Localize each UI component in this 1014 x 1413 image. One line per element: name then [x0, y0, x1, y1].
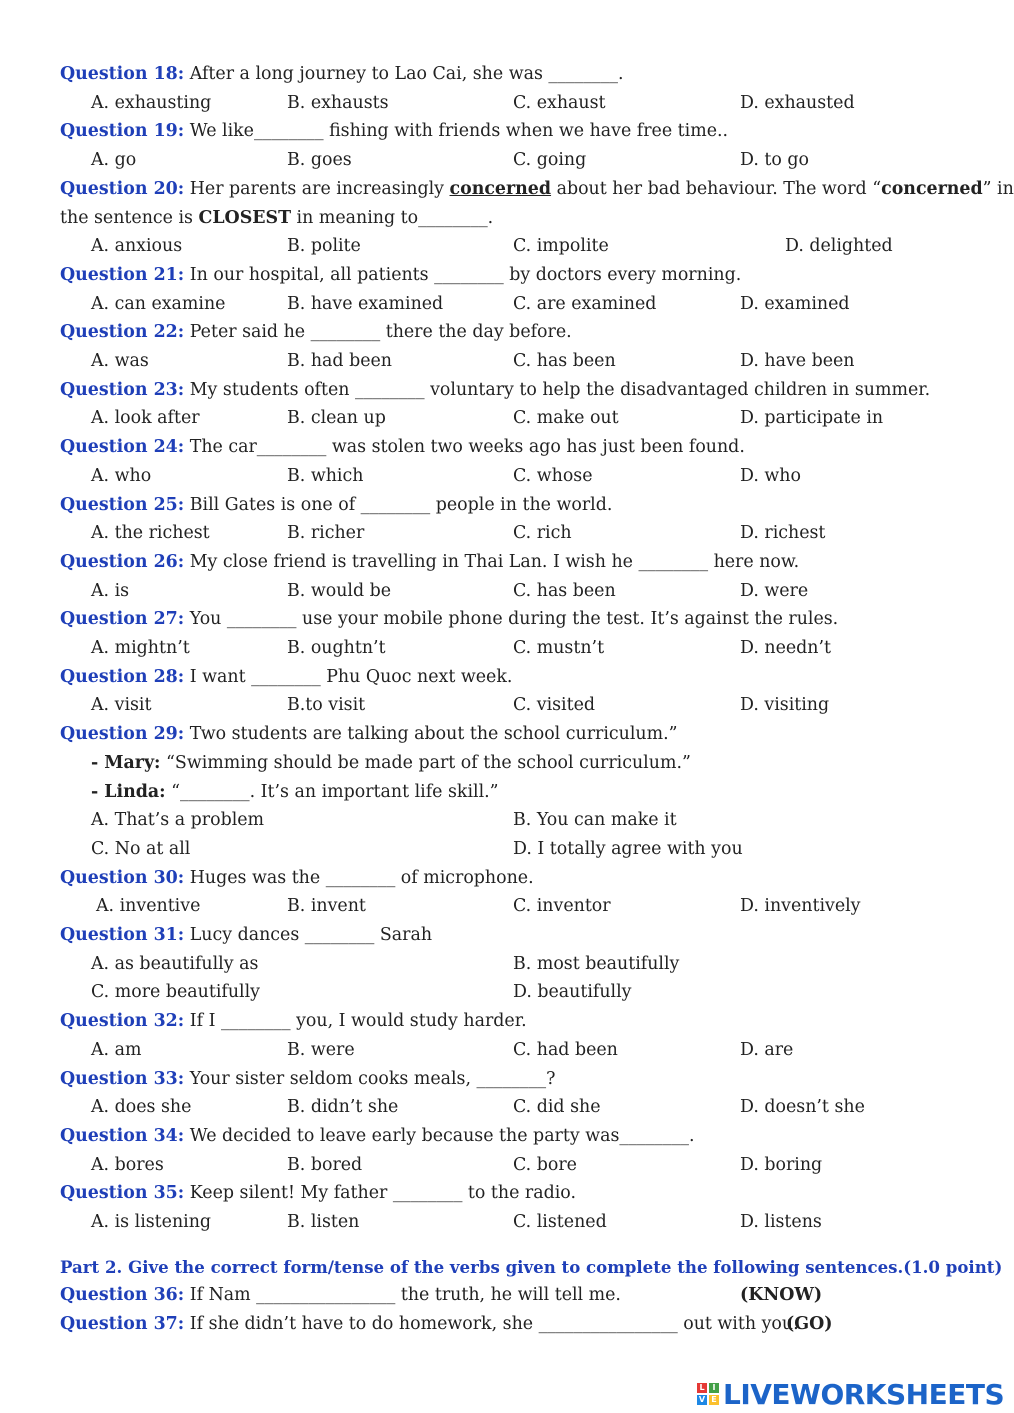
question-text: Her parents are increasingly: [184, 178, 450, 199]
question-27-option-b[interactable]: B. oughtn’t: [287, 638, 386, 658]
question-text: Keep silent! My father ________ to the radio.: [184, 1183, 577, 1204]
question-28-option-a[interactable]: A. visit: [91, 695, 152, 716]
question-23-option-d[interactable]: D. participate in: [740, 408, 884, 429]
question-number: Question 28:: [60, 666, 185, 687]
question-31-option-a[interactable]: A. as beautifully as: [91, 953, 259, 974]
question-text: You ________ use your mobile phone during the test. It’s against the rules.: [184, 609, 839, 630]
question-23-option-b[interactable]: B. clean up: [287, 408, 386, 429]
question-number: Question 27:: [60, 609, 185, 630]
question-26-option-a[interactable]: A. is: [91, 580, 130, 601]
question-23-option-a[interactable]: A. look after: [91, 408, 200, 429]
question-21-option-c[interactable]: C. are examined: [513, 293, 657, 314]
dialogue-linda-text: “________. It’s an important life skill.”: [165, 781, 499, 802]
question-24-option-b[interactable]: B. which: [287, 465, 364, 486]
question-number: Question 35:: [60, 1183, 185, 1204]
dialogue-linda: [91, 780, 499, 804]
question-21-option-a[interactable]: A. can examine: [91, 293, 226, 314]
question-text: If Nam ________________ the truth, he will tell me.: [184, 1285, 621, 1306]
question-text: We like________ fishing with friends when we have free time..: [184, 121, 729, 142]
question-19-option-c[interactable]: C. going: [513, 150, 587, 171]
question-27-option-d[interactable]: D. needn’t: [740, 638, 832, 658]
question-18-stem: [60, 62, 624, 86]
question-text: My students often ________ voluntary to help the disadvantaged children in summer.: [184, 379, 931, 400]
question-35-option-d[interactable]: D. listens: [740, 1212, 822, 1232]
question-text: Your sister seldom cooks meals, ________?: [184, 1068, 556, 1089]
question-36-stem: [60, 1283, 621, 1307]
question-29-option-b[interactable]: B. You can make it: [513, 810, 677, 831]
question-37-stem: [60, 1312, 799, 1336]
question-number: Question 33:: [60, 1068, 185, 1089]
question-number: Question 25:: [60, 494, 185, 515]
question-26-stem: [60, 550, 799, 574]
logo-badge-cell: V: [698, 1395, 706, 1404]
question-number: Question 32:: [60, 1011, 185, 1032]
question-21-option-d[interactable]: D. examined: [740, 293, 850, 314]
question-25-stem: [60, 493, 612, 517]
question-21-option-b[interactable]: B. have examined: [287, 293, 444, 314]
liveworksheets-logo: [697, 1376, 1004, 1412]
question-31-stem: [60, 923, 432, 947]
question-22-stem: [60, 320, 572, 344]
question-22-option-a[interactable]: A. was: [91, 351, 149, 371]
question-text: I want ________ Phu Quoc next week.: [184, 666, 513, 687]
question-27-option-a[interactable]: A. mightn’t: [91, 638, 190, 658]
question-20-option-b[interactable]: B. polite: [287, 236, 361, 257]
logo-badge-cell: I: [709, 1383, 719, 1393]
question-text: If I ________ you, I would study harder.: [184, 1011, 527, 1032]
question-25-option-b[interactable]: B. richer: [287, 523, 365, 544]
question-32-option-b[interactable]: B. were: [287, 1039, 355, 1060]
question-27-stem: [60, 607, 838, 631]
question-32-option-d[interactable]: D. are: [740, 1039, 794, 1060]
question-34-option-c[interactable]: C. bore: [513, 1154, 577, 1175]
question-30-option-c[interactable]: C. inventor: [513, 896, 611, 917]
question-text: Bill Gates is one of ________ people in the world.: [184, 494, 613, 515]
question-20-stem-cont: [60, 206, 493, 230]
question-number: Question 26:: [60, 551, 185, 572]
question-34-option-a[interactable]: A. bores: [91, 1154, 164, 1175]
question-19-option-a[interactable]: A. go: [91, 150, 137, 171]
question-number: Question 24:: [60, 437, 185, 458]
question-31-option-d[interactable]: D. beautifully: [513, 982, 632, 1003]
question-20-option-c[interactable]: C. impolite: [513, 236, 609, 257]
question-29-option-d[interactable]: D. I totally agree with you: [513, 838, 743, 859]
keyword-bold: CLOSEST: [198, 207, 292, 228]
question-23-option-c[interactable]: C. make out: [513, 408, 619, 429]
question-26-option-b[interactable]: B. would be: [287, 580, 392, 601]
question-35-stem: [60, 1181, 576, 1205]
question-34-option-b[interactable]: B. bored: [287, 1154, 363, 1175]
question-number: Question 23:: [60, 379, 185, 400]
question-number: Question 31:: [60, 925, 185, 945]
question-text: Two students are talking about the school curriculum.”: [184, 724, 678, 745]
question-29-option-a[interactable]: A. That’s a problem: [91, 810, 265, 831]
question-29-stem: [60, 722, 678, 746]
part2-heading: Part 2. Give the correct form/tense of the verbs given to complete the following sentences.(1.0 point): [60, 1256, 1003, 1277]
question-33-option-c[interactable]: C. did she: [513, 1097, 601, 1118]
question-35-option-a[interactable]: A. is listening: [91, 1212, 212, 1232]
logo-badge-icon: [697, 1383, 719, 1405]
question-19-option-d[interactable]: D. to go: [740, 150, 809, 171]
question-20-stem: [60, 177, 1014, 201]
question-33-option-a[interactable]: A. does she: [91, 1097, 192, 1118]
question-28-option-c[interactable]: C. visited: [513, 695, 596, 716]
question-32-option-a[interactable]: A. am: [91, 1039, 142, 1060]
question-text: the sentence is: [60, 207, 199, 228]
question-number: Question 34:: [60, 1125, 185, 1146]
question-24-option-d[interactable]: D. who: [740, 465, 801, 486]
question-text: in meaning to________.: [291, 207, 494, 228]
question-35-option-c[interactable]: C. listened: [513, 1212, 607, 1232]
dialogue-mary-speaker: - Mary:: [91, 752, 161, 773]
question-34-stem: [60, 1124, 694, 1148]
question-32-stem: [60, 1009, 527, 1033]
question-32-option-c[interactable]: C. had been: [513, 1039, 618, 1060]
question-text: In our hospital, all patients ________ by doctors every morning.: [184, 264, 742, 285]
question-number: Question 29:: [60, 724, 185, 745]
question-number: Question 30:: [60, 867, 185, 888]
keyword-bold: concerned: [881, 178, 983, 199]
question-30-option-a[interactable]: A. inventive: [96, 896, 201, 917]
question-text: ” in: [982, 178, 1014, 199]
question-19-option-b[interactable]: B. goes: [287, 150, 352, 171]
question-30-option-b[interactable]: B. invent: [287, 896, 366, 917]
question-22-option-c[interactable]: C. has been: [513, 351, 616, 371]
question-29-option-c[interactable]: C. No at all: [91, 838, 191, 859]
question-23-stem: [60, 378, 930, 402]
question-text: After a long journey to Lao Cai, she was ________.: [184, 64, 624, 84]
question-31-option-b[interactable]: B. most beautifully: [513, 953, 680, 974]
question-33-option-d[interactable]: D. doesn’t she: [740, 1097, 865, 1118]
verb-keyword: (KNOW): [740, 1285, 823, 1306]
question-22-option-b[interactable]: B. had been: [287, 351, 392, 371]
question-35-option-b[interactable]: B. listen: [287, 1212, 360, 1232]
question-30-option-d[interactable]: D. inventively: [740, 896, 861, 917]
question-number: Question 19:: [60, 121, 185, 142]
question-18-option-a[interactable]: A. exhausting: [91, 92, 212, 113]
question-number: Question 20:: [60, 178, 185, 199]
question-24-option-a[interactable]: A. who: [91, 465, 152, 486]
question-number: Question 18:: [60, 64, 185, 84]
question-22-option-d[interactable]: D. have been: [740, 351, 855, 371]
logo-badge-cell: E: [709, 1395, 719, 1405]
dialogue-linda-speaker: - Linda:: [91, 781, 166, 802]
question-24-stem: [60, 435, 745, 459]
logo-badge-cell: L: [697, 1383, 707, 1393]
question-text: about her bad behaviour. The word “: [551, 178, 882, 199]
question-25-option-c[interactable]: C. rich: [513, 523, 572, 544]
question-20-option-a[interactable]: A. anxious: [91, 236, 183, 257]
question-28-option-b[interactable]: B.to visit: [287, 695, 366, 716]
question-28-option-d[interactable]: D. visiting: [740, 695, 830, 716]
question-18-option-c[interactable]: C. exhaust: [513, 92, 606, 113]
question-33-option-b[interactable]: B. didn’t she: [287, 1097, 399, 1118]
question-30-stem: [60, 866, 534, 890]
question-text: Lucy dances ________ Sarah: [184, 925, 433, 945]
question-25-option-d[interactable]: D. richest: [740, 523, 826, 544]
question-26-option-c[interactable]: C. has been: [513, 580, 616, 601]
question-text: If she didn’t have to do homework, she ________________ out with you.: [184, 1314, 799, 1335]
question-number: Question 36:: [60, 1285, 185, 1306]
question-18-option-b[interactable]: B. exhausts: [287, 92, 389, 113]
keyword-underlined: concerned: [449, 178, 552, 199]
question-33-stem: [60, 1067, 555, 1091]
question-31-option-c[interactable]: C. more beautifully: [91, 982, 260, 1003]
question-number: Question 21:: [60, 264, 185, 285]
question-26-option-d[interactable]: D. were: [740, 580, 809, 601]
question-25-option-a[interactable]: A. the richest: [91, 523, 210, 544]
dialogue-mary: [91, 751, 691, 775]
question-text: My close friend is travelling in Thai Lan. I wish he ________ here now.: [184, 551, 800, 572]
question-text: Huges was the ________ of microphone.: [184, 867, 534, 888]
question-number: Question 22:: [60, 322, 185, 343]
question-24-option-c[interactable]: C. whose: [513, 465, 593, 486]
verb-keyword: (GO): [786, 1314, 833, 1335]
question-21-stem: [60, 263, 741, 287]
question-text: Peter said he ________ there the day before.: [184, 322, 572, 343]
question-number: Question 37:: [60, 1314, 185, 1335]
question-34-option-d[interactable]: D. boring: [740, 1154, 823, 1175]
question-20-option-d[interactable]: D. delighted: [785, 236, 893, 257]
question-18-option-d[interactable]: D. exhausted: [740, 92, 855, 113]
dialogue-mary-text: “Swimming should be made part of the school curriculum.”: [160, 752, 691, 773]
question-27-option-c[interactable]: C. mustn’t: [513, 638, 605, 658]
question-text: We decided to leave early because the party was________.: [184, 1125, 695, 1146]
question-text: The car________ was stolen two weeks ago has just been found.: [184, 437, 745, 458]
logo-text: LIVEWORKSHEETS: [723, 1377, 1005, 1411]
question-19-stem: [60, 119, 728, 143]
question-28-stem: [60, 665, 512, 689]
